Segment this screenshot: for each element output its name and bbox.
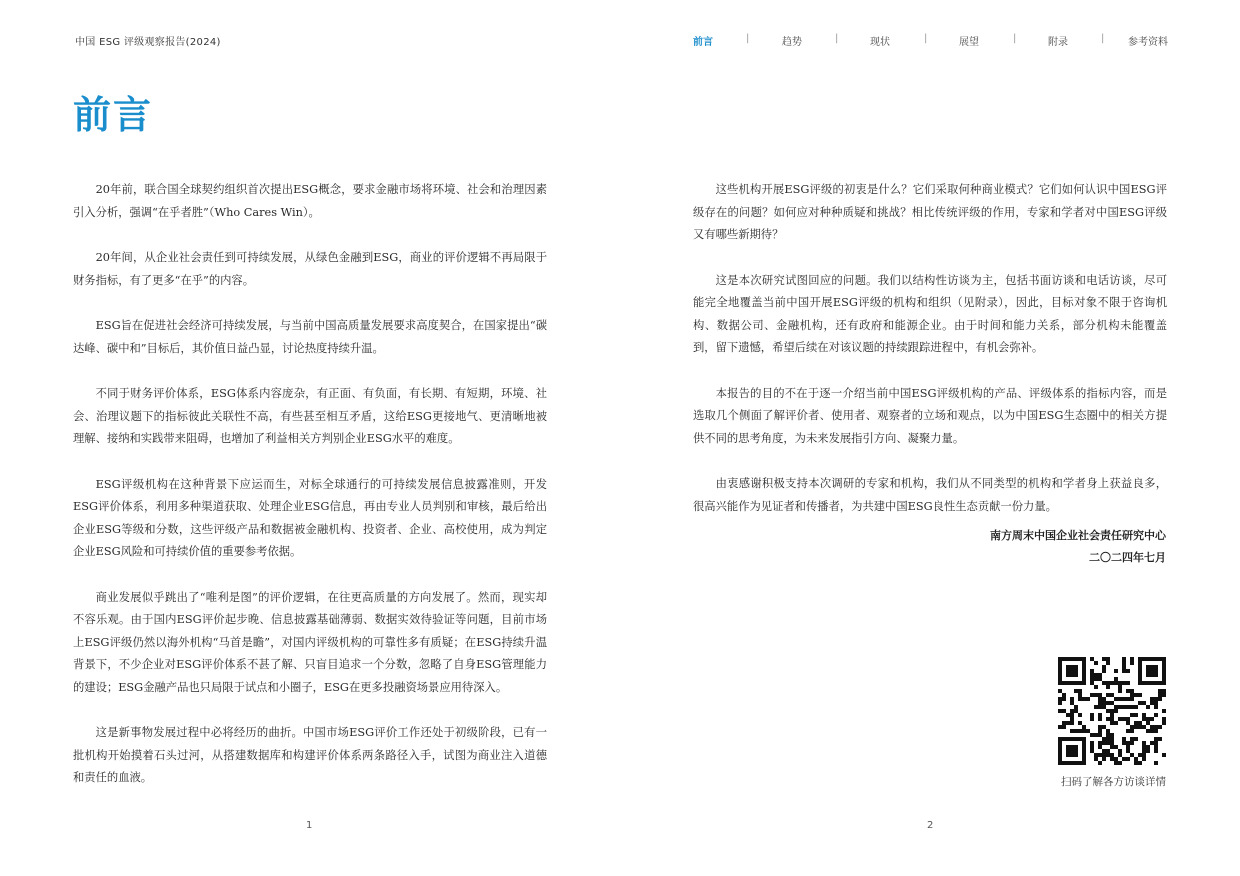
paragraph: ESG评级机构在这种背景下应运而生，对标全球通行的可持续发展信息披露准则，开发ESG评价体系，利用多种渠道获取、处理企业ESG信息，再由专业人员判别和审核，最后给出企业ESG等级和分数，这些评级产品和数据被金融机构、投资者、企业、高校使用，成为判定企业ESG风险和可持续价值的重要参考依据。 <box>73 477 547 558</box>
nav-separator: | <box>746 33 750 44</box>
qr-caption: 扫码了解各方访谈详情 <box>1061 776 1166 788</box>
paragraph: 不同于财务评价体系，ESG体系内容庞杂，有正面、有负面，有长期、有短期，环境、社会、治理议题下的指标彼此关联性不高，有些甚至相互矛盾，这给ESG更接地气、更清晰地被理解、接纳和实践带来阻碍，也增加了利益相关方判别企业ESG水平的难度。 <box>73 387 547 445</box>
right-column-text <box>693 179 1167 541</box>
paragraph: 本报告的目的不在于逐一介绍当前中国ESG评级机构的产品、评级体系的指标内容，而是选取几个侧面了解评价者、使用者、观察者的立场和观点，以为中国ESG生态圈中的相关方提供不同的思考角度，为未来发展指引方向、凝聚力量。 <box>693 386 1167 445</box>
signature-date: 二〇二四年七月 <box>1089 551 1166 564</box>
signature-organization: 南方周末中国企业社会责任研究中心 <box>990 529 1166 542</box>
paragraph: 这些机构开展ESG评级的初衷是什么？它们采取何种商业模式？它们如何认识中国ESG评级存在的问题？如何应对种种质疑和挑战？相比传统评级的作用，专家和学者对中国ESG评级又有哪些新期待？ <box>693 183 1167 241</box>
nav-item-status[interactable]: 现状 <box>870 37 890 48</box>
nav-separator: | <box>1013 33 1017 44</box>
nav-item-appendix[interactable]: 附录 <box>1048 37 1068 48</box>
paragraph: 这是本次研究试图回应的问题。我们以结构性访谈为主，包括书面访谈和电话访谈，尽可能完全地覆盖当前中国开展ESG评级的机构和组织（见附录），因此，目标对象不限于咨询机构、数据公司、金融机构，还有政府和能源企业。由于时间和能力关系，部分机构未能覆盖到，留下遗憾，希望后续在对该议题的持续跟踪进程中，有机会弥补。 <box>693 273 1167 354</box>
paragraph: 20年间，从企业社会责任到可持续发展，从绿色金融到ESG，商业的评价逻辑不再局限于财务指标，有了更多“在乎”的内容。 <box>73 251 547 287</box>
page-heading: 前言 <box>73 93 154 137</box>
nav-separator: | <box>924 33 928 44</box>
left-column-text <box>73 179 547 813</box>
report-title: 中国 ESG 评级观察报告(2024) <box>75 37 221 48</box>
paragraph: 这是新事物发展过程中必将经历的曲折。中国市场ESG评价工作还处于初级阶段，已有一批机构开始摸着石头过河，从搭建数据库和构建评价体系两条路径入手，试图为商业注入道德和责任的血液。 <box>73 726 547 784</box>
nav-item-references[interactable]: 参考资料 <box>1128 37 1168 48</box>
nav-separator: | <box>1101 33 1105 44</box>
paragraph: 由衷感谢积极支持本次调研的专家和机构，我们从不同类型的机构和学者身上获益良多，很高兴能作为见证者和传播者，为共建中国ESG良性生态贡献一份力量。 <box>693 477 1167 513</box>
nav-separator: | <box>835 33 839 44</box>
page-number-left: 1 <box>306 820 313 831</box>
top-navigation <box>660 33 1200 47</box>
page-number-right: 2 <box>927 820 934 831</box>
nav-item-preface[interactable]: 前言 <box>693 37 713 48</box>
paragraph: ESG旨在促进社会经济可持续发展，与当前中国高质量发展要求高度契合，在国家提出“碳达峰、碳中和”目标后，其价值日益凸显，讨论热度持续升温。 <box>73 319 547 355</box>
nav-item-outlook[interactable]: 展望 <box>959 37 979 48</box>
nav-item-trends[interactable]: 趋势 <box>782 37 802 48</box>
paragraph: 20年前，联合国全球契约组织首次提出ESG概念，要求金融市场将环境、社会和治理因素引入分析，强调“在乎者胜”（Who Cares Win）。 <box>73 183 547 219</box>
paragraph: 商业发展似乎跳出了“唯利是图”的评价逻辑，在往更高质量的方向发展了。然而，现实却不容乐观。由于国内ESG评价起步晚、信息披露基础薄弱、数据实效待验证等问题，目前市场上ESG评级仍然以海外机构“马首是瞻”，对国内评级机构的可靠性多有质疑；在ESG持续升温背景下，不少企业对ESG评价体系不甚了解、只盲目追求一个分数，忽略了自身ESG管理能力的建设；ESG金融产品也只局限于试点和小圈子，ESG在更多投融资场景应用待深入。 <box>73 590 547 694</box>
qr-code-icon[interactable] <box>1058 657 1166 765</box>
